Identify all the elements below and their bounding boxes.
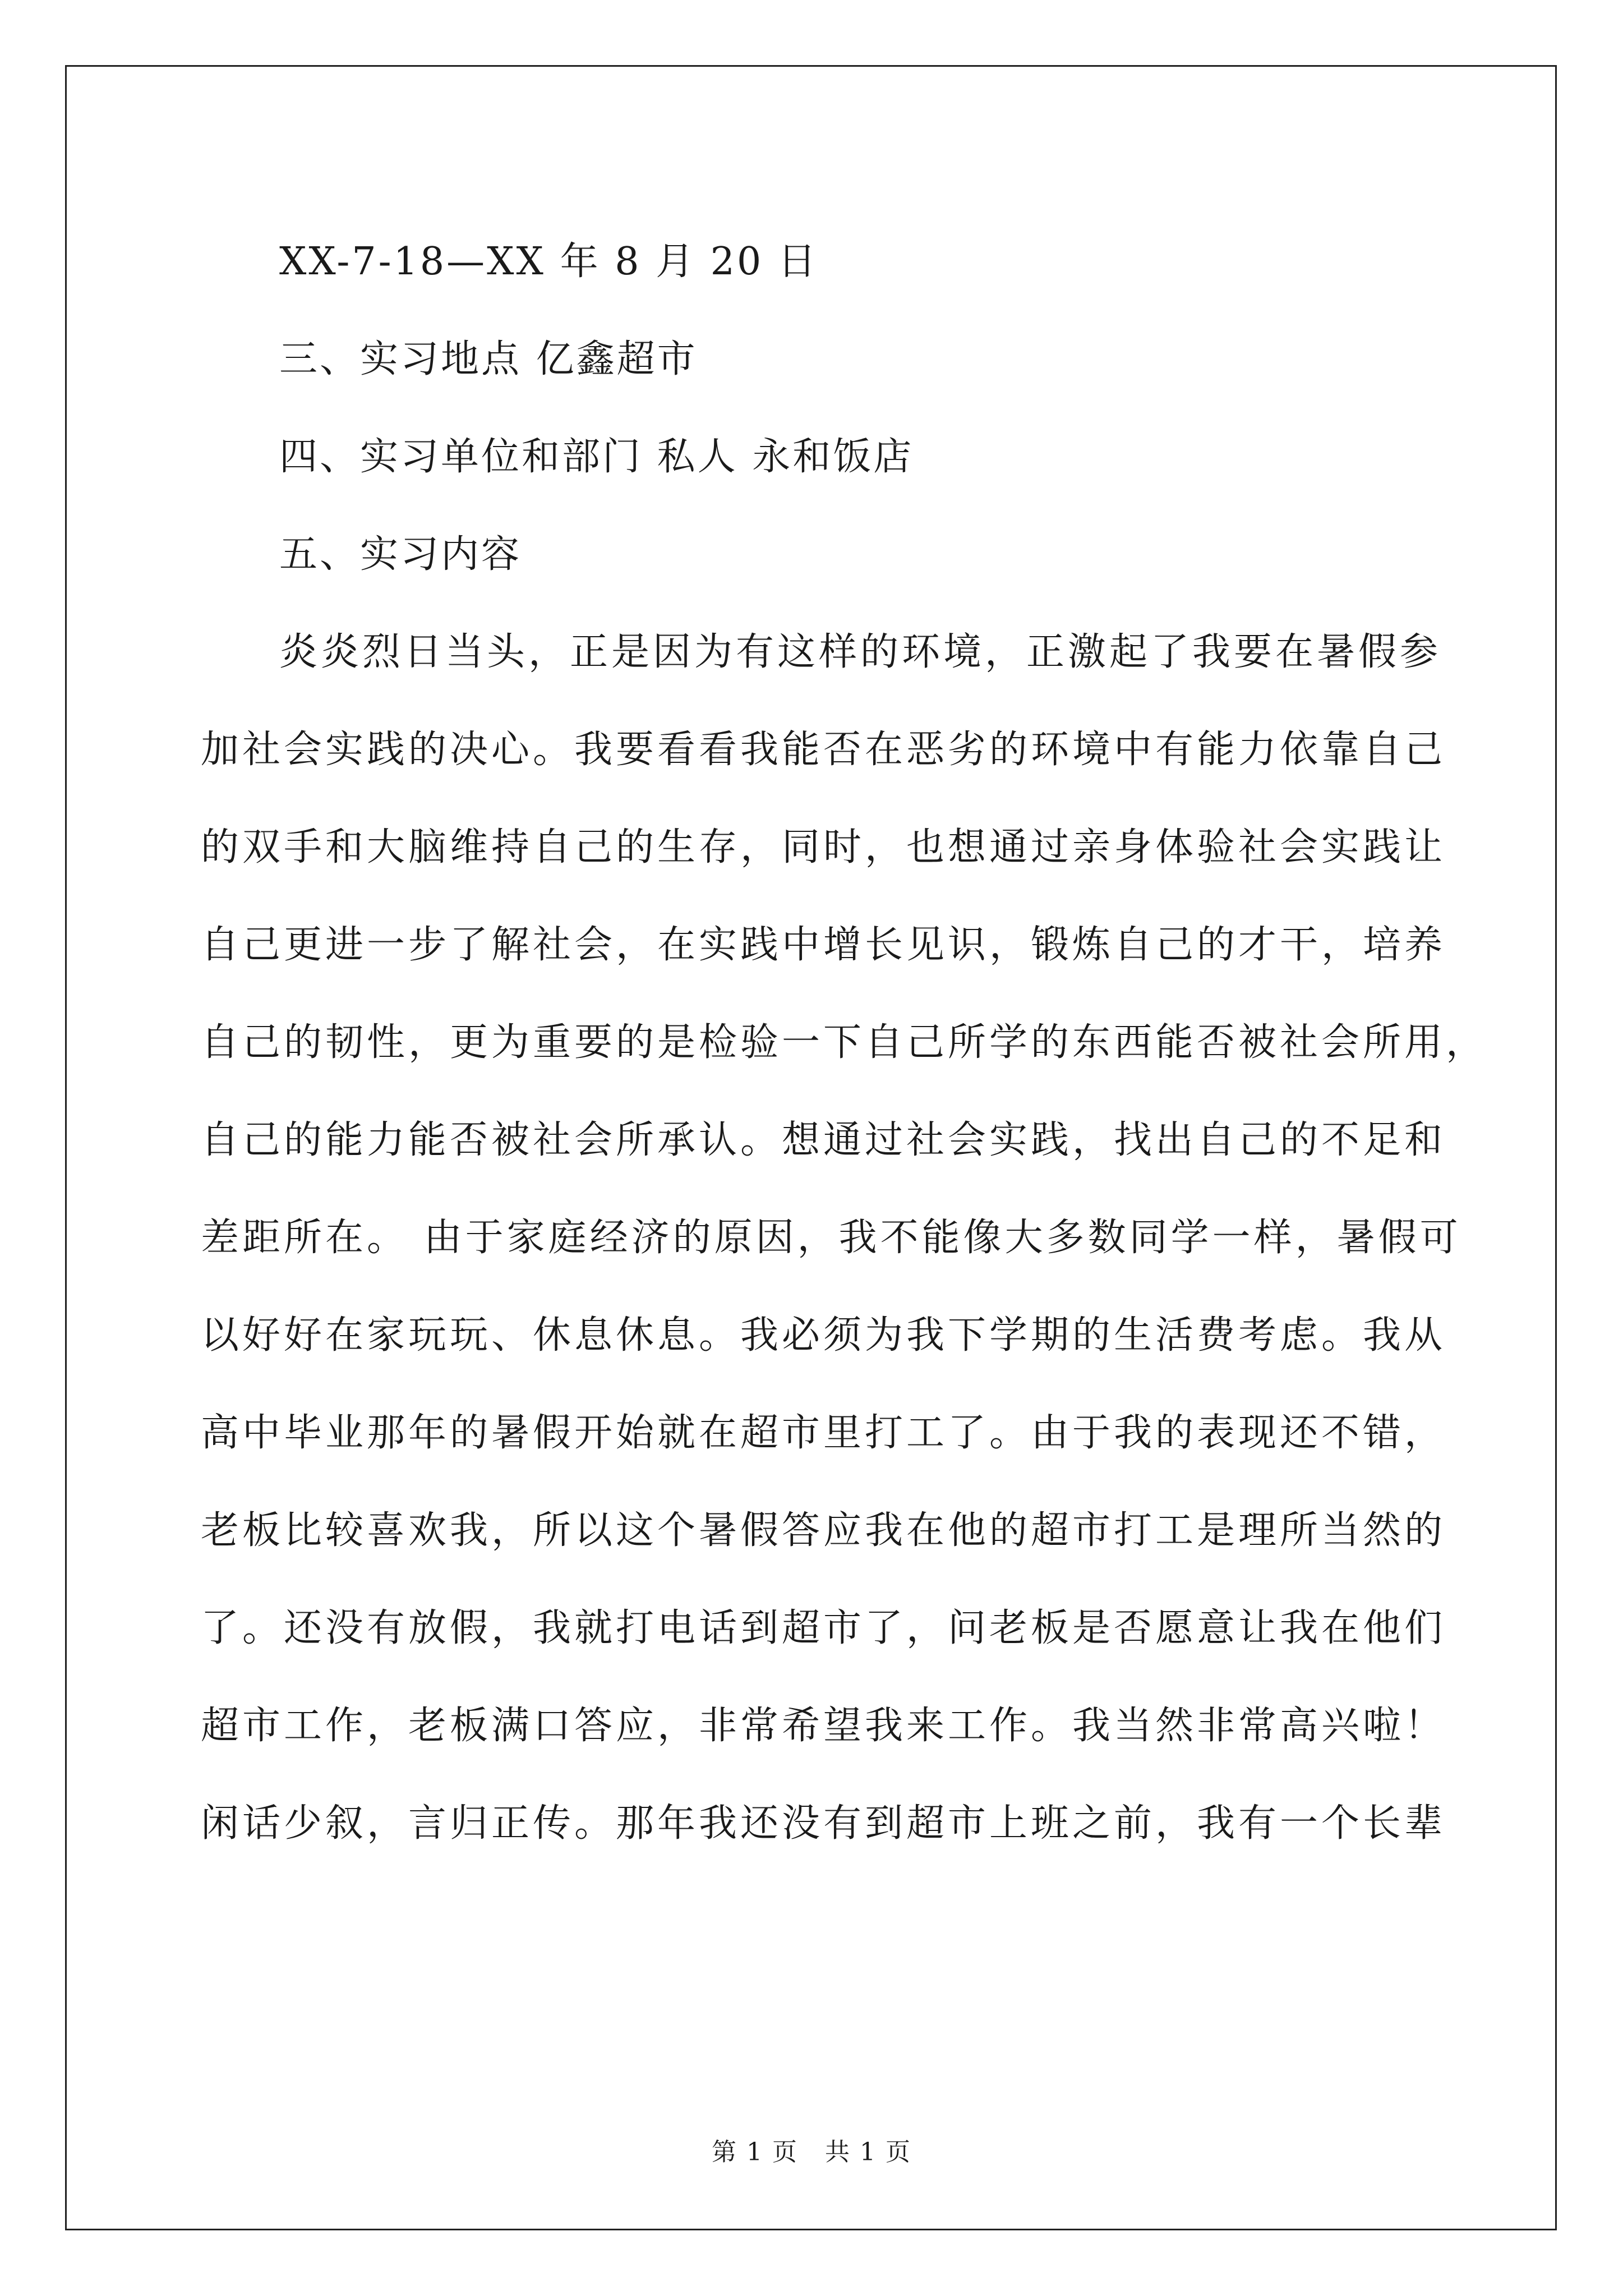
paragraph-line: 老板比较喜欢我，所以这个暑假答应我在他的超市打工是理所当然的 bbox=[201, 1508, 1446, 1553]
document-body bbox=[201, 213, 1488, 1872]
internship-content-paragraph bbox=[201, 604, 1488, 1872]
paragraph-line: 了。还没有放假，我就打电话到超市了，问老板是否愿意让我在他们 bbox=[201, 1606, 1446, 1650]
page-number-current: 第 1 页 bbox=[712, 2138, 798, 2166]
paragraph-line: 高中毕业那年的暑假开始就在超市里打工了。由于我的表现还不错， bbox=[201, 1411, 1446, 1455]
paragraph-line: 自己更进一步了解社会，在实践中增长见识，锻炼自己的才干，培养 bbox=[201, 923, 1446, 967]
paragraph-line: 闲话少叙，言归正传。那年我还没有到超市上班之前，我有一个长辈 bbox=[201, 1801, 1446, 1846]
paragraph-line: 的双手和大脑维持自己的生存，同时，也想通过亲身体验社会实践让 bbox=[201, 825, 1446, 869]
page-footer bbox=[0, 2132, 1623, 2168]
internship-content-heading: 五、实习内容 bbox=[279, 532, 522, 577]
date-range-line: XX-7-18—XX 年 8 月 20 日 bbox=[279, 240, 818, 284]
internship-unit-line: 四、实习单位和部门 私人 永和饭店 bbox=[279, 435, 914, 479]
paragraph-line: 超市工作，老板满口答应，非常希望我来工作。我当然非常高兴啦！ bbox=[201, 1704, 1446, 1748]
page-number-total: 共 1 页 bbox=[825, 2138, 911, 2166]
paragraph-line: 自己的能力能否被社会所承认。想通过社会实践，找出自己的不足和 bbox=[201, 1118, 1446, 1162]
paragraph-line: 以好好在家玩玩、休息休息。我必须为我下学期的生活费考虑。我从 bbox=[201, 1313, 1446, 1358]
paragraph-line: 差距所在。 由于家庭经济的原因，我不能像大多数同学一样，暑假可 bbox=[201, 1216, 1461, 1260]
internship-location-line: 三、实习地点 亿鑫超市 bbox=[279, 337, 698, 381]
paragraph-line: 自己的韧性，更为重要的是检验一下自己所学的东西能否被社会所用， bbox=[201, 1020, 1488, 1065]
paragraph-line: 炎炎烈日当头，正是因为有这样的环境，正激起了我要在暑假参 bbox=[279, 630, 1442, 674]
paragraph-line: 加社会实践的决心。我要看看我能否在恶劣的环境中有能力依靠自己 bbox=[201, 728, 1446, 772]
